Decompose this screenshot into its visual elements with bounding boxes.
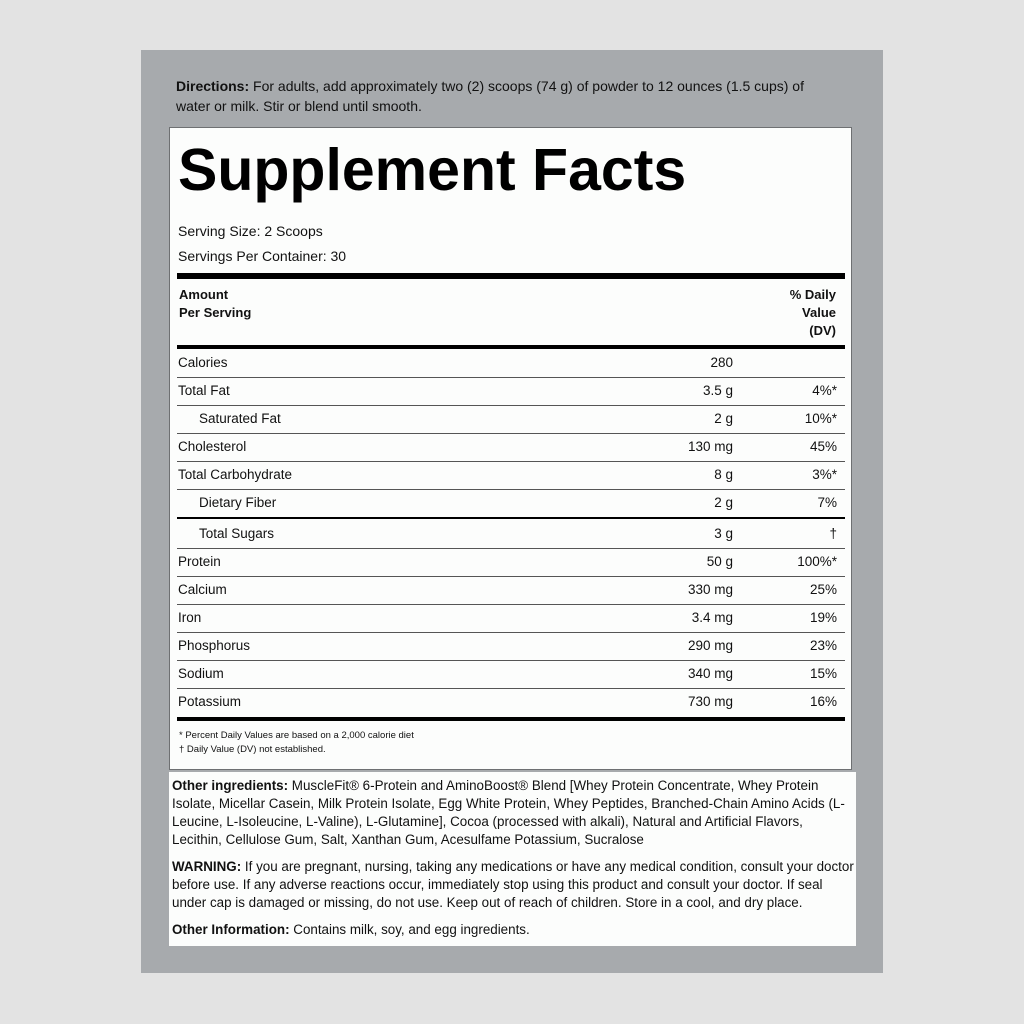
nutrient-dv: 15%	[809, 666, 837, 681]
header-daily-value	[790, 286, 836, 340]
nutrient-label: Potassium	[178, 694, 242, 709]
nutrient-dv: 45%	[809, 439, 837, 454]
nutrient-label: Dietary Fiber	[199, 495, 277, 510]
directions-label: Directions:	[176, 78, 250, 94]
nutrient-amount: 2 g	[714, 411, 733, 426]
nutrient-row-phosphorus	[177, 632, 845, 660]
nutrient-amount: 50 g	[706, 554, 733, 569]
nutrient-row-total-fat	[177, 377, 845, 405]
nutrient-label: Total Carbohydrate	[178, 467, 293, 482]
nutrient-row-calcium	[177, 576, 845, 604]
header-amount-line1: Amount	[179, 287, 229, 302]
nutrient-amount: 8 g	[714, 467, 733, 482]
supplement-facts-title: Supplement Facts	[178, 137, 687, 203]
nutrient-row-total-carbohydrate	[177, 461, 845, 489]
nutrient-row-calories	[177, 349, 845, 377]
header-dv-line2: Value	[802, 305, 836, 320]
nutrient-row-saturated-fat	[177, 405, 845, 433]
nutrient-amount: 3 g	[714, 526, 733, 541]
nutrient-amount: 730 mg	[687, 694, 733, 709]
nutrient-row-cholesterol	[177, 433, 845, 461]
directions-body: For adults, add approximately two (2) scoops (74 g) of powder to 12 ounces (1.5 cups) of water or milk. Stir or blend until smooth.	[176, 78, 804, 114]
nutrient-amount: 330 mg	[687, 582, 733, 597]
nutrient-dv: 19%	[809, 610, 837, 625]
nutrient-row-total-sugars	[177, 520, 845, 548]
nutrient-label: Total Sugars	[199, 526, 275, 541]
footnote-percent-dv: * Percent Daily Values are based on a 2,000 calorie diet	[179, 730, 414, 741]
thick-rule-bottom	[177, 717, 845, 721]
header-amount-line2: Per Serving	[179, 305, 252, 320]
nutrient-dv: 10%*	[804, 411, 837, 426]
other-information-text	[172, 921, 856, 939]
nutrient-row-protein	[177, 548, 845, 576]
thick-rule-top	[177, 273, 845, 279]
nutrient-dv: †	[829, 526, 837, 541]
other-ingredients-body: MuscleFit® 6-Protein and AminoBoost® Blend [Whey Protein Concentrate, Whey Protein Isolate, Micellar Casein, Milk Protein Isolate, Egg White Protein, Whey Peptides, Branched-Chain Amino Acids (L-Leucine, L-Isoleucine, L-Valine), L-Glutamine], Cocoa (processed with alkali), Natural and Artificial Flavors, Lecithin, Cellulose Gum, Salt, Xanthan Gum, Acesulfame Potassium, Sucralose	[172, 778, 845, 847]
other-information-label: Other Information:	[172, 922, 290, 937]
servings-per-container: Servings Per Container: 30	[178, 248, 347, 264]
nutrient-label: Calories	[178, 355, 228, 370]
serving-size: Serving Size: 2 Scoops	[178, 223, 323, 239]
nutrient-amount: 3.4 mg	[691, 610, 733, 625]
warning-label: WARNING:	[172, 859, 242, 874]
nutrient-amount: 130 mg	[687, 439, 733, 454]
nutrient-amount: 340 mg	[687, 666, 733, 681]
nutrient-label: Calcium	[178, 582, 227, 597]
other-ingredients-label: Other ingredients:	[172, 778, 289, 793]
nutrient-label: Saturated Fat	[199, 411, 281, 426]
header-dv-line3: (DV)	[809, 323, 836, 338]
nutrient-label: Phosphorus	[178, 638, 251, 653]
nutrient-amount: 280	[710, 355, 733, 370]
nutrient-row-dietary-fiber	[177, 489, 845, 517]
nutrient-dv: 4%*	[812, 383, 837, 398]
warning-body: If you are pregnant, nursing, taking any medications or have any medical condition, consult your doctor before use. If any adverse reactions occur, immediately stop using this product and consult your doctor. If seal under cap is damaged or missing, do not use. Keep out of reach of children. Store in a cool, and dry place.	[172, 859, 854, 910]
nutrient-dv: 23%	[809, 638, 837, 653]
nutrient-label: Total Fat	[178, 383, 230, 398]
directions-text	[176, 76, 826, 116]
nutrient-row-potassium	[177, 688, 845, 716]
warning-text	[172, 858, 856, 912]
nutrient-row-iron	[177, 604, 845, 632]
other-ingredients-text	[172, 777, 856, 849]
nutrient-label: Sodium	[178, 666, 224, 681]
nutrient-dv: 7%	[817, 495, 837, 510]
nutrient-amount: 3.5 g	[702, 383, 733, 398]
nutrient-label: Cholesterol	[178, 439, 247, 454]
nutrient-dv: 100%*	[797, 554, 837, 569]
nutrient-amount: 2 g	[714, 495, 733, 510]
nutrient-dv: 16%	[809, 694, 837, 709]
nutrient-dv: 3%*	[812, 467, 837, 482]
other-information-body: Contains milk, soy, and egg ingredients.	[289, 922, 530, 937]
nutrient-label: Iron	[178, 610, 202, 625]
header-amount	[179, 286, 251, 322]
nutrient-amount: 290 mg	[687, 638, 733, 653]
header-dv-line1: % Daily	[789, 287, 836, 302]
footnote-dv-not-established: † Daily Value (DV) not established.	[179, 744, 326, 755]
nutrient-row-sodium	[177, 660, 845, 688]
nutrient-label: Protein	[178, 554, 221, 569]
row-divider-sugars	[177, 517, 845, 519]
nutrient-dv: 25%	[809, 582, 837, 597]
